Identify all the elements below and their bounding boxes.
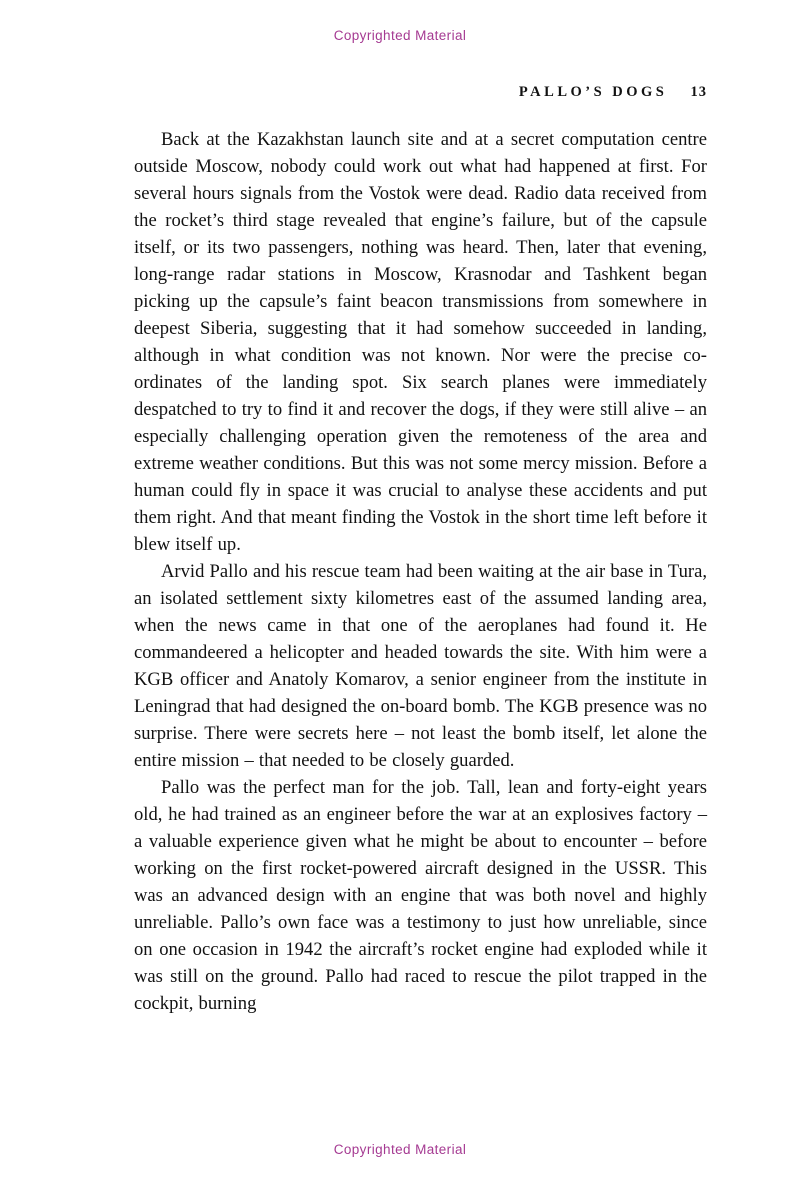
- paragraph: Back at the Kazakhstan launch site and at a secret computation centre outside Moscow, nobody could work out what had happened at first. For several hours signals from the Vostok were dead. Radio data received from the rocket’s third stage revealed that engine’s failure, but of the capsule itself, or its two passengers, nothing was heard. Then, later that evening, long-range radar stations in Moscow, Krasnodar and Tashkent began picking up the capsule’s faint beacon transmissions from somewhere in deepest Siberia, suggesting that it had somehow succeeded in landing, although in what condition was not known. Nor were the precise co-ordinates of the landing spot. Six search planes were immediately despatched to try to find it and recover the dogs, if they were still alive – an especially challenging operation given the remoteness of the area and extreme weather conditions. But this was not some mercy mission. Before a human could fly in space it was crucial to analyse these accidents and put them right. And that meant finding the Vostok in the short time left before it blew itself up.: [134, 129, 707, 555]
- body-text: [134, 126, 707, 1017]
- copyright-notice-bottom: Copyrighted Material: [333, 1142, 467, 1157]
- paragraph: Arvid Pallo and his rescue team had been waiting at the air base in Tura, an isolated settlement sixty kilometres east of the assumed landing area, when the news came in that one of the aeroplanes had found it. He commandeered a helicopter and headed towards the site. With him were a KGB officer and Anatoly Komarov, a senior engineer from the institute in Leningrad that had designed the on-board bomb. The KGB presence was no surprise. There were secrets here – not least the bomb itself, let alone the entire mission – that needed to be closely guarded.: [134, 561, 707, 771]
- chapter-title: PALLO’S DOGS: [518, 84, 668, 100]
- page-number: 13: [690, 84, 707, 100]
- running-header: [134, 84, 707, 101]
- paragraph: Pallo was the perfect man for the job. Tall, lean and forty-eight years old, he had trained as an engineer before the war at an explosives factory – a valuable experience given what he might be about to encounter – before working on the first rocket-powered aircraft designed in the USSR. This was an advanced design with an engine that was both novel and highly unreliable. Pallo’s own face was a testimony to just how unreliable, since on one occasion in 1942 the aircraft’s rocket engine had exploded while it was still on the ground. Pallo had raced to rescue the pilot trapped in the cockpit, burning: [134, 777, 707, 1014]
- copyright-notice-top: Copyrighted Material: [333, 28, 467, 43]
